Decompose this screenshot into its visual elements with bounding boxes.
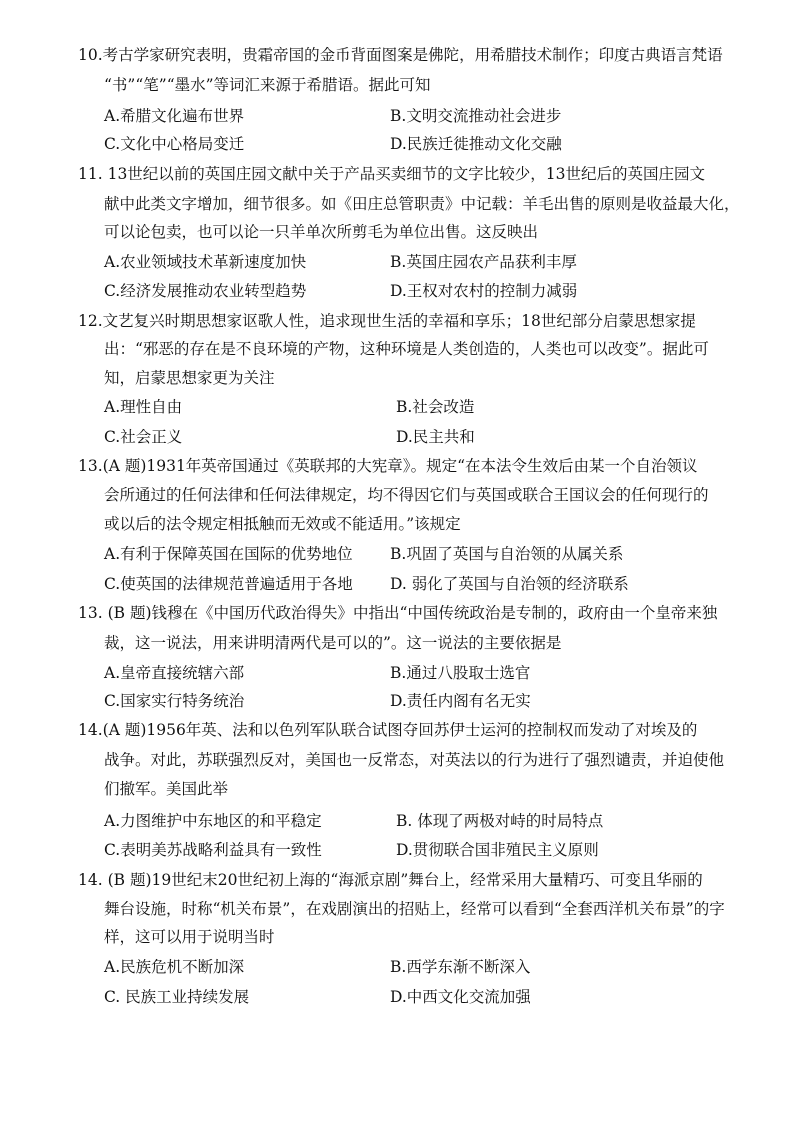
question-14b-stem-line-3: 样，这可以用于说明当时: [104, 928, 275, 946]
question-14a-option-d: D.贯彻联合国非殖民主义原则: [396, 841, 599, 859]
question-14b-option-b: B.西学东渐不断深入: [390, 958, 531, 976]
question-13a-option-b: B.巩固了英国与自治领的从属关系: [390, 545, 624, 563]
question-13b-option-b: B.通过八股取士选官: [390, 664, 531, 682]
question-14a-option-a: A.力图维护中东地区的和平稳定: [104, 812, 322, 830]
question-11-stem-line-1: 11. 13世纪以前的英国庄园文献中关于产品买卖细节的文字比较少，13世纪后的英国庄园文: [78, 165, 706, 183]
question-14a-stem-line-1: 14.(A 题)1956年英、法和以色列军队联合试图夺回苏伊士运河的控制权而发动了对埃及的: [78, 721, 698, 739]
question-12-stem-line-3: 知，启蒙思想家更为关注: [104, 369, 275, 387]
question-12-stem-line-2: 出：“邪恶的存在是不良环境的产物，这种环境是人类创造的，人类也可以改变”。据此可: [104, 340, 709, 358]
question-14b-option-a: A.民族危机不断加深: [104, 958, 245, 976]
question-14a-option-c: C.表明美苏战略利益具有一致性: [104, 841, 322, 859]
question-13b-option-c: C.国家实行特务统治: [104, 692, 245, 710]
question-14a-stem-line-2: 战争。对此，苏联强烈反对，美国也一反常态，对英法以的行为进行了强烈谴责，并迫使他: [104, 751, 725, 769]
question-11-stem-line-3: 可以论包卖，也可以论一只羊单次所剪毛为单位出售。这反映出: [104, 223, 539, 241]
question-13a-stem-line-2: 会所通过的任何法律和任何法律规定，均不得因它们与英国或联合王国议会的任何现行的: [104, 486, 709, 504]
question-10-option-b: B.文明交流推动社会进步: [390, 107, 562, 125]
question-10-option-c: C.文化中心格局变迁: [104, 135, 245, 153]
question-10-stem-line-2: “书”“笔”“墨水”等词汇来源于希腊语。据此可知: [104, 76, 431, 94]
question-14b-stem-line-1: 14. (B 题)19世纪末20世纪初上海的“海派京剧”舞台上，经常采用大量精巧、可变且华丽的: [78, 871, 703, 889]
question-13b-option-d: D.责任内阁有名无实: [390, 692, 531, 710]
question-14a-stem-line-3: 们撤军。美国此举: [104, 780, 229, 798]
question-14b-option-c: C. 民族工业持续发展: [104, 988, 250, 1006]
question-13a-stem-line-1: 13.(A 题)1931年英帝国通过《英联邦的大宪章》。规定“在本法令生效后由某一个自治领议: [78, 457, 698, 475]
question-13b-stem-line-2: 裁，这一说法，用来讲明清两代是可以的”。这一说法的主要依据是: [104, 634, 562, 652]
question-11-option-d: D.王权对农村的控制力减弱: [390, 282, 578, 300]
question-11-option-c: C.经济发展推动农业转型趋势: [104, 282, 307, 300]
question-13a-option-c: C.使英国的法律规范普遍适用于各地: [104, 575, 353, 593]
question-12-option-c: C.社会正义: [104, 428, 183, 446]
question-13b-stem-line-1: 13. (B 题)钱穆在《中国历代政治得失》中指出“中国传统政治是专制的，政府由一个皇帝来独: [78, 604, 718, 622]
question-12-option-d: D.民主共和: [396, 428, 475, 446]
question-13a-option-a: A.有利于保障英国在国际的优势地位: [104, 545, 353, 563]
question-14a-option-b: B. 体现了两极对峙的时局特点: [396, 812, 604, 830]
question-11-option-a: A.农业领域技术革新速度加快: [104, 253, 307, 271]
question-11-stem-line-2: 献中此类文字增加，细节很多。如《田庄总管职责》中记载：羊毛出售的原则是收益最大化，: [104, 195, 740, 213]
question-14b-stem-line-2: 舞台设施，时称“机关布景”，在戏剧演出的招贴上，经常可以看到“全套西洋机关布景”的字: [104, 900, 725, 918]
question-13a-stem-line-3: 或以后的法令规定相抵触而无效或不能适用。”该规定: [104, 515, 461, 533]
question-12-stem-line-1: 12.文艺复兴时期思想家讴歌人性，追求现世生活的幸福和享乐；18世纪部分启蒙思想家提: [78, 312, 696, 330]
question-11-option-b: B.英国庄园农产品获利丰厚: [390, 253, 577, 271]
question-13a-option-d: D. 弱化了英国与自治领的经济联系: [390, 575, 629, 593]
question-14b-option-d: D.中西文化交流加强: [390, 988, 531, 1006]
question-10-stem-line-1: 10.考古学家研究表明，贵霜帝国的金币背面图案是佛陀，用希腊技术制作；印度古典语言梵语: [78, 46, 723, 64]
question-13b-option-a: A.皇帝直接统辖六部: [104, 664, 245, 682]
question-12-option-b: B.社会改造: [396, 398, 475, 416]
question-12-option-a: A.理性自由: [104, 398, 183, 416]
question-10-option-a: A.希腊文化遍布世界: [104, 107, 245, 125]
question-10-option-d: D.民族迁徙推动文化交融: [390, 135, 562, 153]
